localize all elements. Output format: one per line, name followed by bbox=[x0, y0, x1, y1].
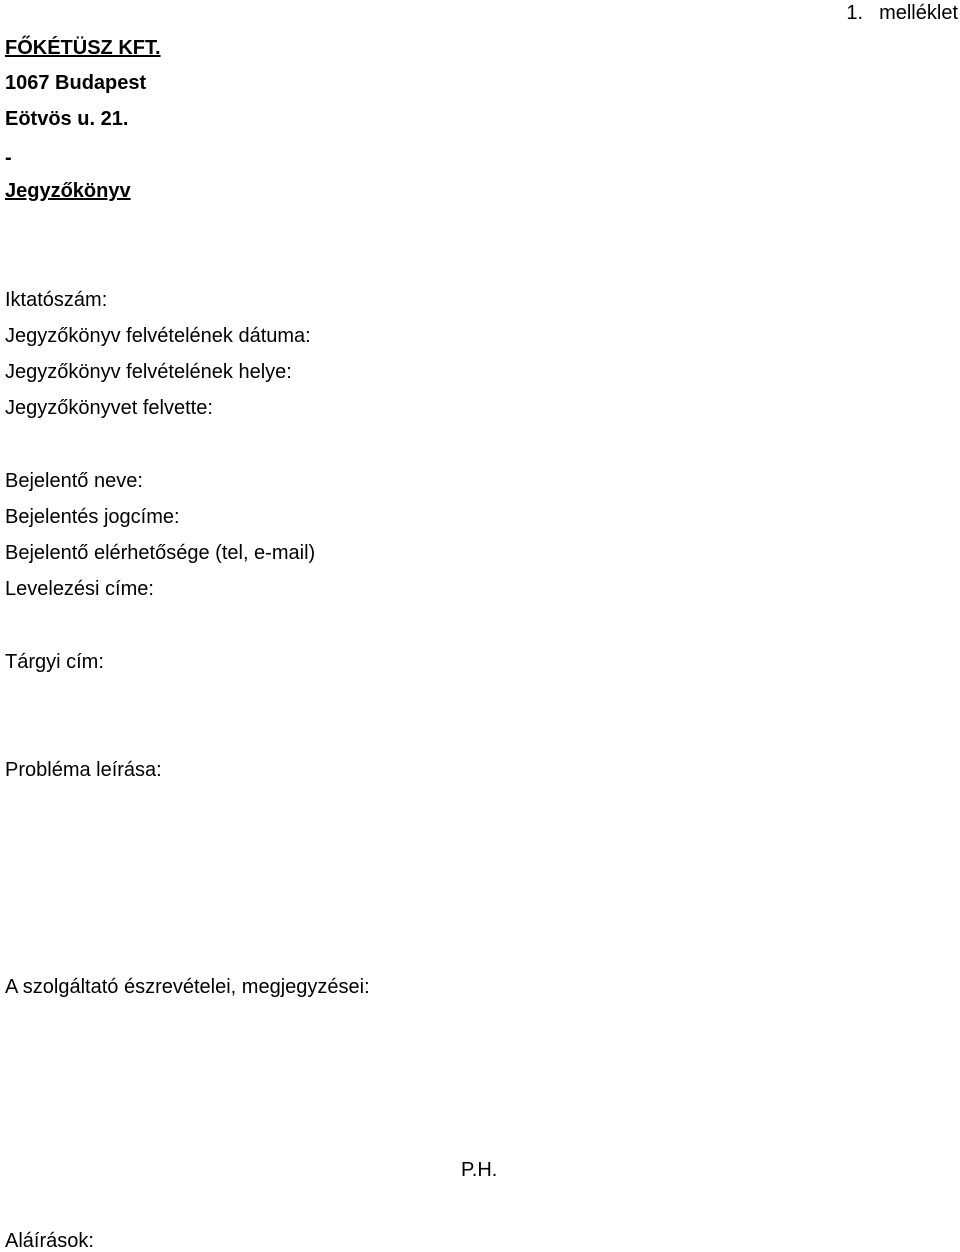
annex-label bbox=[846, 3, 958, 23]
field-recorded-by: Jegyzőkönyvet felvette: bbox=[5, 397, 213, 419]
field-provider-notes: A szolgáltató észrevételei, megjegyzései: bbox=[5, 976, 370, 998]
company-name: FŐKÉTÜSZ KFT. bbox=[5, 37, 161, 59]
field-report-legal-title: Bejelentés jogcíme: bbox=[5, 506, 180, 528]
field-record-date: Jegyzőkönyv felvételének dátuma: bbox=[5, 325, 311, 347]
field-problem-description: Probléma leírása: bbox=[5, 759, 162, 781]
stamp-placeholder: P.H. bbox=[461, 1159, 498, 1181]
field-reporter-contact: Bejelentő elérhetősége (tel, e-mail) bbox=[5, 542, 316, 564]
company-city: 1067 Budapest bbox=[5, 72, 147, 94]
company-street: Eötvös u. 21. bbox=[5, 108, 129, 130]
annex-text: melléklet bbox=[879, 2, 958, 24]
annex-number: 1. bbox=[846, 2, 864, 24]
dash-separator: - bbox=[5, 147, 12, 169]
field-mailing-address: Levelezési címe: bbox=[5, 578, 154, 600]
field-subject-address: Tárgyi cím: bbox=[5, 651, 104, 673]
field-signatures: Aláírások: bbox=[5, 1230, 94, 1252]
field-record-place: Jegyzőkönyv felvételének helye: bbox=[5, 361, 292, 383]
field-registration-number: Iktatószám: bbox=[5, 289, 108, 311]
field-reporter-name: Bejelentő neve: bbox=[5, 470, 143, 492]
document-title: Jegyzőkönyv bbox=[5, 180, 131, 202]
